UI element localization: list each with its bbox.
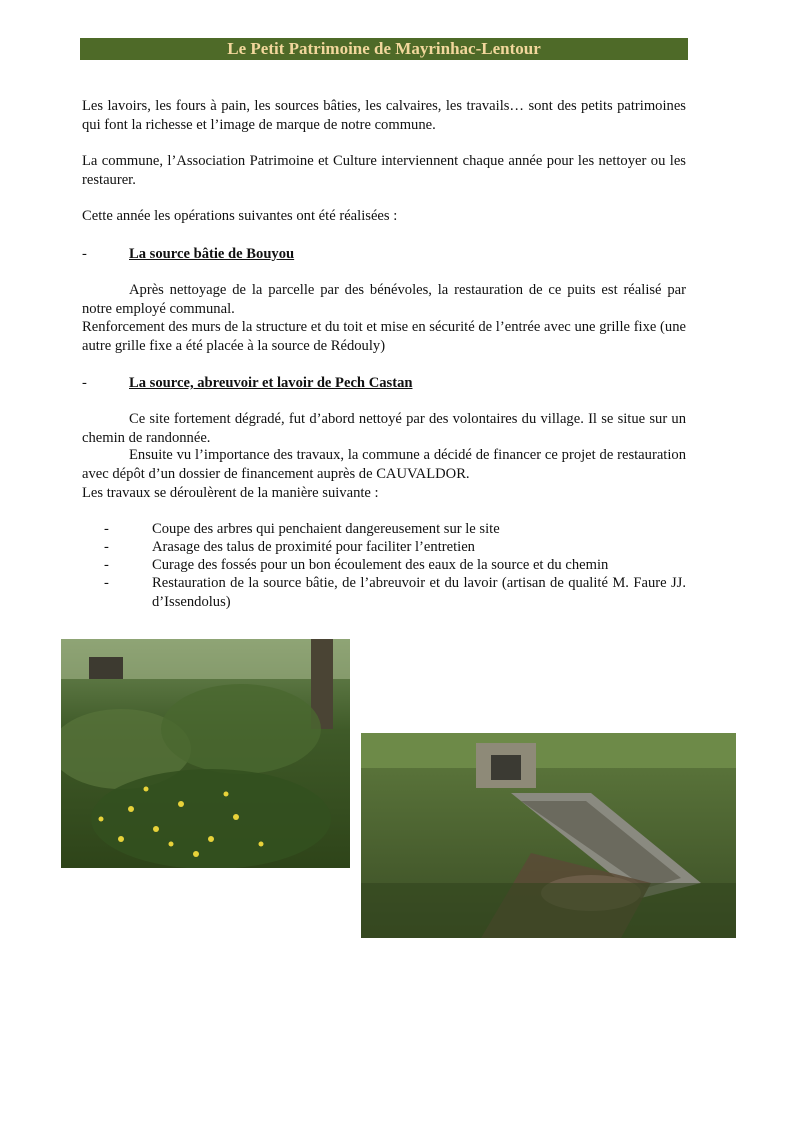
section-2-dash: - [82,375,87,391]
bullet-dash: - [104,575,109,591]
bullet-text: Arasage des talus de proximité pour faciliter l’entretien [152,539,475,555]
section-2-paragraph-1: Ce site fortement dégradé, fut d’abord nettoyé par des volontaires du village. Il se situe sur un chemin de randonnée. [82,411,686,446]
section-1-heading-row [82,244,686,264]
section-1-heading: La source bâtie de Bouyou [129,246,295,262]
section-2-heading-row [82,373,686,393]
intro-paragraph-3: Cette année les opérations suivantes ont été réalisées : [82,208,398,224]
section-1-paragraph-2: Renforcement des murs de la structure et du toit et mise en sécurité de l’entrée avec une grille fixe (une autre grille fixe a été placée à la source de Rédouly) [82,319,686,354]
section-1-dash: - [82,246,87,262]
bullet-dash: - [104,557,109,573]
section-1-paragraph-1: Après nettoyage de la parcelle par des bénévoles, la restauration de ce puits est réalisé par notre employé communal. [82,282,686,317]
page-title: Le Petit Patrimoine de Mayrinhac-Lentour [80,38,688,60]
bullet-text: Coupe des arbres qui penchaient dangereusement sur le site [152,521,500,537]
section-2-paragraph-2: Ensuite vu l’importance des travaux, la commune a décidé de financer ce projet de restauration avec dépôt d’un dossier de financement auprès de CAUVALDOR. [82,447,686,482]
photo-overgrown-site [61,639,350,868]
bullet-text: Curage des fossés pour un bon écoulement des eaux de la source et du chemin [152,557,609,573]
bullet-text: Restauration de la source bâtie, de l’abreuvoir et du lavoir (artisan de qualité M. Faure JJ. d’Issendolus) [152,575,686,610]
section-2-paragraph-3: Les travaux se déroulèrent de la manière suivante : [82,485,379,501]
bullet-dash: - [104,521,109,537]
section-2-heading: La source, abreuvoir et lavoir de Pech Castan [129,375,413,391]
intro-paragraph-1: Les lavoirs, les fours à pain, les sources bâties, les calvaires, les travails… sont des petits patrimoines qui font la richesse et l’image de marque de notre commune. [82,98,686,133]
intro-paragraph-2: La commune, l’Association Patrimoine et Culture interviennent chaque année pour les nettoyer ou les restaurer. [82,153,686,188]
photo-restored-lavoir [361,733,736,938]
bullet-dash: - [104,539,109,555]
